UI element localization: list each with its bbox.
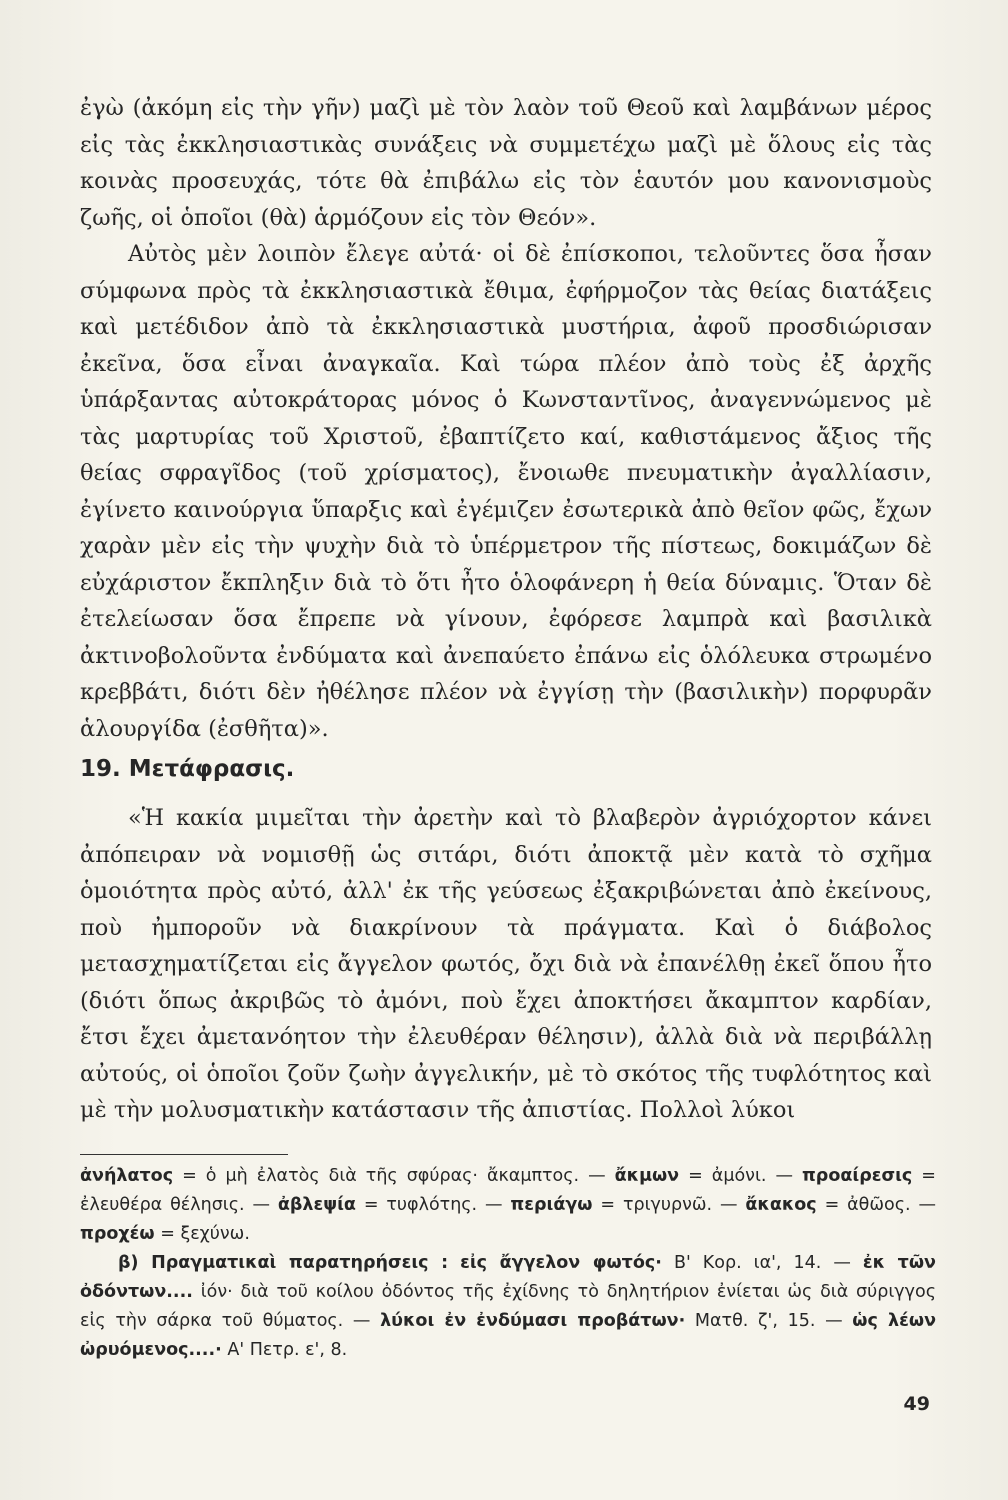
vocab-term: προαίρεσις — [801, 1166, 913, 1186]
vocab-term: ἀβλεψία — [277, 1195, 356, 1215]
vocab-def: τυφλότης. — [386, 1195, 478, 1215]
remarks-label: β) Πραγματικαὶ παρατηρήσεις : — [118, 1253, 449, 1273]
vocab-def: ἐλευθέρα θέλησις. — [80, 1195, 245, 1215]
vocab-def: ξεχύνω. — [180, 1224, 250, 1244]
factual-remarks: β) Πραγματικαὶ παρατηρήσεις : εἰς ἄγγελον φωτός· Β' Κορ. ια', 14. — ἐκ τῶν ὀδόντων.... ἰόν· διὰ τοῦ κοίλου ὀδόντος τῆς ἐχίδνης τὸ δηλητήριον ἐνίεται ὡς διὰ σύριγγος εἰς τὴν σάρκα τοῦ θύματος. — λύκοι ἐν ἐνδύμασι προβάτων· Ματθ. ζ', 15. — ὡς λέων ὠρυόμενος....· Α' Πετρ. ε', 8. — [80, 1253, 936, 1360]
vocab-term: περιάγω — [510, 1195, 593, 1215]
vocab-term: προχέω — [80, 1224, 155, 1244]
vocab-term: ἄκακος — [745, 1195, 817, 1215]
remark-ref: Β' Κορ. ια', 14. — [673, 1253, 822, 1273]
vocab-def: τριγυρνῶ. — [622, 1195, 713, 1215]
remark-term: εἰς ἄγγελον φωτός· — [460, 1253, 662, 1273]
vocab-def: ἀμόνι. — [711, 1166, 767, 1186]
remark-term: ὡς λέων ὠρυόμενος....· — [80, 1311, 936, 1360]
paragraph-continuation: ἐγὼ (ἀκόμη εἰς τὴν γῆν) μαζὶ μὲ τὸν λαὸν τοῦ Θεοῦ καὶ λαμβάνων μέρος εἰς τὰς ἐκκλησιαστικὰς συνάξεις νὰ συμμετέχω μαζὶ μὲ ὅλους εἰς τὰς κοινὰς προσευχάς, τότε θὰ ἐπιβάλω εἰς τὸν ἑαυτόν μου κανονισμοὺς ζωῆς, οἱ ὁποῖοι (θὰ) ἁρμόζουν εἰς τὸν Θεόν». — [80, 95, 932, 231]
top-text-block — [80, 90, 932, 747]
section-paragraph: «Ἡ κακία μιμεῖται τὴν ἀρετὴν καὶ τὸ βλαβερὸν ἀγριόχορτον κάνει ἀπόπειραν νὰ νομισθῇ ὡς σιτάρι, διότι ἀποκτᾷ μὲν κατὰ τὸ σχῆμα ὁμοιότητα πρὸς αὐτό, ἀλλ' ἐκ τῆς γεύσεως ἐξακριβώνεται ἀπὸ ἐκείνους, ποὺ ἠμποροῦν νὰ διακρίνουν τὰ πράγματα. Καὶ ὁ διάβολος μετασχηματίζεται εἰς ἄγγελον φωτός, ὄχι διὰ νὰ ἐπανέλθῃ ἐκεῖ ὅπου ἦτο (διότι ὅπως ἀκριβῶς τὸ ἀμόνι, ποὺ ἔχει ἀποκτήσει ἄκαμπτον καρδίαν, ἔτσι ἔχει ἀμετανόητον τὴν ἐλευθέραν θέλησιν), ἀλλὰ διὰ νὰ περιβάλλῃ αὐτούς, οἱ ὁποῖοι ζοῦν ζωὴν ἀγγελικήν, μὲ τὸ σκότος τῆς τυφλότητος καὶ μὲ τὴν μολυσματικὴν κατάστασιν τῆς ἀπιστίας. Πολλοὶ λύκοι — [80, 805, 932, 1123]
page-number: 49 — [903, 1393, 930, 1415]
section-text-block — [80, 800, 932, 1129]
remark-ref: Ματθ. ζ', 15. — [694, 1311, 816, 1331]
vocab-term: ἄκμων — [614, 1166, 680, 1186]
remark-ref: ἰόν· διὰ τοῦ κοίλου ὀδόντος τῆς ἐχίδνης τὸ δηλητήριον ἐνίεται ὡς διὰ σύριγγος εἰς τὴν σάρκα τοῦ θύματος. — [80, 1282, 936, 1331]
vocabulary-notes: ἀνήλατος = ὁ μὴ ἐλατὸς διὰ τῆς σφύρας· ἄκαμπτος. — ἄκμων = ἀμόνι. — προαίρεσις = ἐλευθέρα θέλησις. — ἀβλεψία = τυφλότης. — περιάγω = τριγυρνῶ. — ἄκακος = ἀθῶος. — προχέω = ξεχύνω. — [80, 1166, 936, 1244]
footnotes — [80, 1162, 936, 1365]
vocab-term: ἀνήλατος — [80, 1166, 174, 1186]
footnote-divider — [80, 1154, 288, 1155]
paragraph-constantine: Αὐτὸς μὲν λοιπὸν ἔλεγε αὐτά· οἱ δὲ ἐπίσκοποι, τελοῦντες ὅσα ἦσαν σύμφωνα πρὸς τὰ ἐκκλησιαστικὰ ἔθιμα, ἐφήρμοζον τὰς θείας διατάξεις καὶ μετέδιδον ἀπὸ τὰ ἐκκλησιαστικὰ μυστήρια, ἀφοῦ προσδιώρισαν ἐκεῖνα, ὅσα εἶναι ἀναγκαῖα. Καὶ τώρα πλέον ἀπὸ τοὺς ἐξ ἀρχῆς ὑπάρξαντας αὐτοκράτορας μόνος ὁ Κωνσταντῖνος, ἀναγεννώμενος μὲ τὰς μαρτυρίας τοῦ Χριστοῦ, ἐβαπτίζετο καί, καθιστάμενος ἄξιος τῆς θείας σφραγῖδος (τοῦ χρίσματος), ἔνοιωθε πνευματικὴν ἀγαλλίασιν, ἐγίνετο καινούργια ὕπαρξις καὶ ἐγέμιζεν ἐσωτερικὰ ἀπὸ θεῖον φῶς, ἔχων χαρὰν μὲν εἰς τὴν ψυχὴν διὰ τὸ ὑπέρμετρον τῆς πίστεως, δοκιμάζων δὲ εὐχάριστον ἔκπληξιν διὰ τὸ ὅτι ἦτο ὁλοφάνερη ἡ θεία δύναμις. Ὅταν δὲ ἐτελείωσαν ὅσα ἔπρεπε νὰ γίνουν, ἐφόρεσε λαμπρὰ καὶ βασιλικὰ ἀκτινοβολοῦντα ἐνδύματα καὶ ἀνεπαύετο ἐπάνω εἰς ὁλόλευκα στρωμένο κρεββάτι, διότι δὲν ἠθέλησε πλέον νὰ ἐγγίσῃ τὴν (βασιλικὴν) πορφυρᾶν ἁλουργίδα (ἐσθῆτα)». — [80, 241, 932, 742]
remark-ref: Α' Πετρ. ε', 8. — [227, 1340, 348, 1360]
remark-term: λύκοι ἐν ἐνδύμασι προβάτων· — [380, 1311, 686, 1331]
vocab-def: ὁ μὴ ἐλατὸς διὰ τῆς σφύρας· ἄκαμπτος. — [205, 1166, 580, 1186]
vocab-def: ἀθῶος. — [847, 1195, 911, 1215]
section-heading: 19. Μετάφρασις. — [80, 756, 295, 782]
remark-term: ἐκ τῶν ὀδόντων.... — [80, 1253, 936, 1302]
